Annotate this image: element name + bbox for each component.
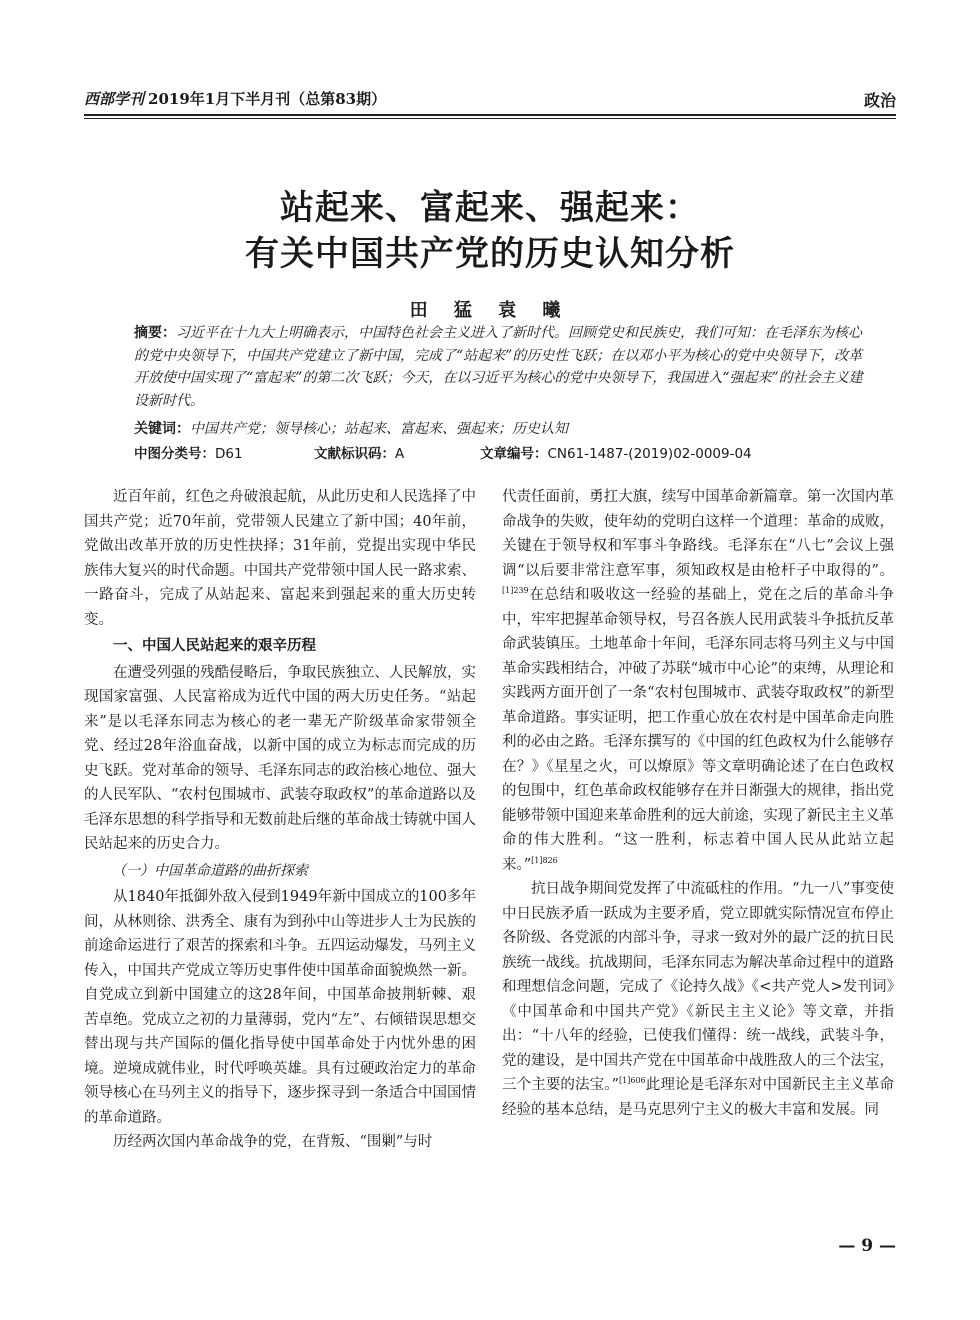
keywords-text: 中国共产党；领导核心；站起来、富起来、强起来；历史认知 bbox=[190, 421, 568, 437]
paragraph: 近百年前，红色之舟破浪起航，从此历史和人民选择了中国共产党；近70年前，党带领人民建立了新中国；40年前，党做出改革开放的历史性抉择；31年前，党提出实现中华民族伟大复兴的时代命题。中国共产党带领中国人民一路求索、一路奋斗，完成了从站起来、富起来到强起来的重大历史转变。 bbox=[84, 489, 476, 628]
clc-value: D61 bbox=[215, 446, 243, 462]
text-run: 此理论是毛泽东对中国新民主主义革命经验的基本总结，是马克思列宁主义的极大丰富和发展。同 bbox=[502, 1077, 895, 1118]
article-title-line1: 站起来、富起来、强起来： bbox=[280, 188, 700, 228]
article-title-line2: 有关中国共产党的历史认知分析 bbox=[245, 234, 735, 274]
text-run: 代责任面前，勇扛大旗，续写中国革命新篇章。第一次国内革命战争的失败，使年幼的党明白这样一个道理：革命的成败，关键在于领导权和军事斗争路线。毛泽东在“八七”会议上强调“以后要非常注意军事，须知政权是由枪杆子中取得的”。 bbox=[502, 489, 894, 579]
doc-value: A bbox=[395, 446, 405, 462]
classification-line bbox=[134, 442, 874, 464]
journal-issue bbox=[84, 88, 386, 109]
text-run: 在总结和吸收这一经验的基础上，党在之后的革命斗争中，牢牢把握革命领导权，号召各族人民用武装斗争抵抗反革命武装镇压。土地革命十年间，毛泽东同志将马列主义与中国革命实践相结合，冲破了苏联“城市中心论”的束缚，从理论和实践两方面开创了一条“农村包围城市、武装夺取政权”的新型革命道路。事实证明，把工作重心放在农村是中国革命走向胜利的必由之路。毛泽东撰写的《中国的红色政权为什么能够存在？》《星星之火，可以燎原》等文章明确论述了在白色政权的包围中，红色革命政权能够存在并日渐强大的规律，指出党能够带领中国迎来革命胜利的远大前途，实现了新民主主义革命的伟大胜利。“这一胜利，标志着中国人民从此站立起来。” bbox=[502, 587, 894, 873]
section-heading: 一、中国人民站起来的艰辛历程 bbox=[113, 638, 316, 654]
citation: [1]239 bbox=[502, 586, 529, 596]
section-label: 政治 bbox=[863, 91, 896, 110]
clc-label: 中图分类号： bbox=[134, 446, 215, 462]
header-rule-thin bbox=[84, 118, 896, 119]
page-number: — 9 — bbox=[838, 1236, 896, 1256]
abstract bbox=[134, 322, 874, 412]
header-rule bbox=[84, 114, 896, 116]
paragraph bbox=[502, 877, 894, 1122]
issue-info: 2019年1月下半月刊（总第83期） bbox=[148, 90, 387, 108]
paragraph: 历经两次国内革命战争的党，在背叛、“围剿”与时 bbox=[113, 1134, 433, 1150]
keywords bbox=[134, 418, 874, 440]
art-value: CN61-1487-(2019)02-0009-04 bbox=[547, 446, 752, 462]
right-column bbox=[502, 485, 894, 1122]
subsection-heading: （一）中国革命道路的曲折探索 bbox=[112, 862, 308, 879]
abstract-label: 摘要： bbox=[134, 325, 176, 341]
text-run: 抗日战争期间党发挥了中流砥柱的作用。“九一八”事变使中日民族矛盾一跃成为主要矛盾，党立即就实际情况宣布停止各阶级、各党派的内部斗争，寻求一致对外的最广泛的抗日民族统一战线。抗战期间，毛泽东同志为解决革命过程中的道路和理想信念问题，完成了《论持久战》《<共产党人>发刊词》《中国革命和中国共产党》《新民主主义论》等文章，并指出：“十八年的经验，已使我们懂得：统一战线，武装斗争，党的建设，是中国共产党在中国革命中战胜敌人的三个法宝，三个主要的法宝。” bbox=[502, 881, 894, 1093]
paragraph-continued bbox=[502, 485, 894, 877]
document-code bbox=[314, 442, 404, 462]
paragraph: 在遭受列强的残酷侵略后，争取民族独立、人民解放，实现国家富强、人民富裕成为近代中国的两大历史任务。“站起来”是以毛泽东同志为核心的老一辈无产阶级革命家带领全党、经过28年浴血奋战，以新中国的成立为标志而完成的历史飞跃。党对革命的领导、毛泽东同志的政治核心地位、强大的人民军队、“农村包围城市、武装夺取政权”的革命道路以及毛泽东思想的科学指导和无数前赴后继的革命战士铸就中国人民站起来的历史合力。 bbox=[84, 664, 476, 852]
paragraph: 从1840年抵御外敌入侵到1949年新中国成立的100多年间，从林则徐、洪秀全、康有为到孙中山等进步人士为民族的前途命运进行了艰苦的探索和斗争。五四运动爆发，马列主义传入，中国共产党成立等历史事件使中国革命面貌焕然一新。自党成立到新中国建立的这28年间，中国革命披荆斩棘、艰苦卓绝。党成立之初的力量薄弱，党内“左”、右倾错误思想交替出现与共产国际的僵化指导使中国革命处于内忧外患的困境。逆境成就伟业，时代呼唤英雄。具有过硬政治定力的革命领导核心在马列主义的指导下，逐步探寻到一条适合中国国情的革命道路。 bbox=[84, 889, 476, 1126]
running-header bbox=[84, 88, 896, 114]
doc-label: 文献标识码： bbox=[314, 446, 395, 462]
art-label: 文章编号： bbox=[480, 446, 548, 462]
citation: [1]606 bbox=[619, 1076, 646, 1086]
clc-number bbox=[134, 442, 243, 462]
abstract-text: 习近平在十九大上明确表示，中国特色社会主义进入了新时代。回顾党史和民族史，我们可知：在毛泽东为核心的党中央领导下，中国共产党建立了新中国，完成了“站起来”的历史性飞跃；在以邓小平为核心的党中央领导下，改革开放使中国实现了“富起来”的第二次飞跃；今天，在以习近平为核心的党中央领导下，我国进入“强起来”的社会主义建设新时代。 bbox=[134, 325, 863, 409]
article-number bbox=[480, 442, 752, 462]
citation: [1]826 bbox=[531, 855, 558, 865]
keywords-label: 关键词： bbox=[134, 421, 190, 437]
left-column bbox=[84, 485, 476, 1155]
authors: 田 猛 袁 曦 bbox=[409, 300, 571, 321]
journal-name: 西部学刊 bbox=[84, 90, 145, 108]
